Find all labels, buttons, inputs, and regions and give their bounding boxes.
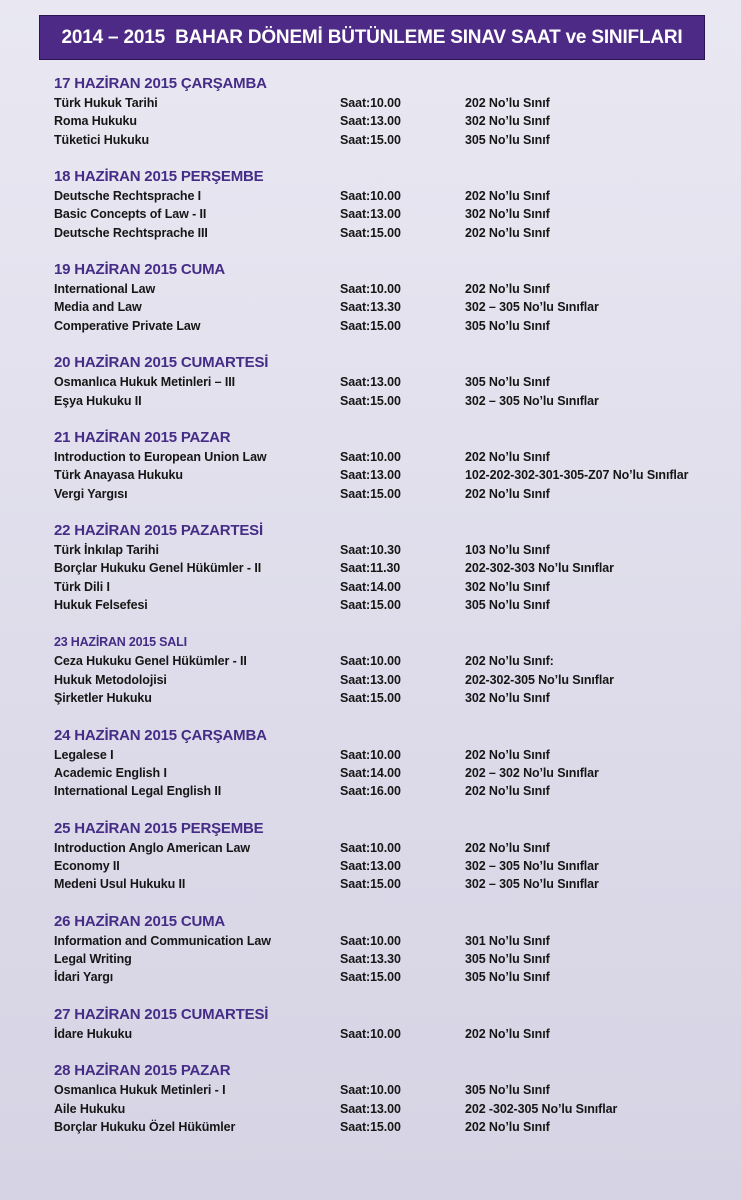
course-name: Deutsche Rechtsprache III bbox=[54, 225, 208, 240]
exam-row bbox=[54, 932, 704, 950]
course-name: Roma Hukuku bbox=[54, 114, 137, 129]
exam-room: 202-302-305 No’lu Sınıflar bbox=[465, 672, 614, 687]
course-name: Osmanlıca Hukuk Metinleri - I bbox=[54, 1083, 226, 1098]
day-heading: 18 HAZİRAN 2015 PERŞEMBE bbox=[54, 168, 264, 186]
exam-row bbox=[54, 317, 704, 335]
exam-room: 305 No’lu Sınıf bbox=[465, 318, 550, 333]
day-heading: 24 HAZİRAN 2015 ÇARŞAMBA bbox=[54, 726, 267, 744]
exam-row bbox=[54, 950, 704, 968]
day-block bbox=[54, 167, 704, 242]
exam-row bbox=[54, 187, 704, 205]
exam-room: 302 – 305 No’lu Sınıflar bbox=[465, 877, 599, 892]
exam-room: 202 No’lu Sınıf bbox=[465, 282, 550, 297]
day-block bbox=[54, 726, 704, 801]
day-heading: 22 HAZİRAN 2015 PAZARTESİ bbox=[54, 522, 263, 540]
exam-room: 202 No’lu Sınıf bbox=[465, 96, 550, 110]
exam-row bbox=[54, 671, 704, 689]
exam-time: Saat:14.00 bbox=[340, 579, 401, 594]
exam-room: 202 No’lu Sınıf bbox=[465, 189, 550, 204]
exam-row bbox=[54, 205, 704, 223]
course-name: Eşya Hukuku II bbox=[54, 393, 142, 408]
exam-room: 302 – 305 No’lu Sınıflar bbox=[465, 858, 599, 873]
exam-row bbox=[54, 857, 704, 875]
exam-schedule bbox=[54, 74, 704, 1136]
exam-time: Saat:13.00 bbox=[340, 114, 401, 129]
exam-time: Saat:13.00 bbox=[340, 672, 401, 687]
exam-row bbox=[54, 746, 704, 764]
course-name: Türk Anayasa Hukuku bbox=[54, 468, 183, 483]
day-block bbox=[54, 1061, 704, 1136]
day-heading: 26 HAZİRAN 2015 CUMA bbox=[54, 912, 226, 930]
exam-row bbox=[54, 689, 704, 707]
exam-time: Saat:15.00 bbox=[340, 1119, 401, 1134]
exam-room: 302 No’lu Sınıf bbox=[465, 114, 550, 129]
course-name: Academic English I bbox=[54, 765, 167, 780]
exam-row bbox=[54, 485, 704, 503]
exam-time: Saat:10.00 bbox=[340, 654, 401, 669]
day-heading: 17 HAZİRAN 2015 ÇARŞAMBA bbox=[54, 75, 267, 92]
exam-room: 202 – 302 No’lu Sınıflar bbox=[465, 765, 599, 780]
exam-row bbox=[54, 373, 704, 391]
course-name: Borçlar Hukuku Genel Hükümler - II bbox=[54, 561, 262, 576]
exam-room: 202 No’lu Sınıf bbox=[465, 747, 550, 762]
exam-room: 302 – 305 No’lu Sınıflar bbox=[465, 300, 599, 315]
exam-time: Saat:15.00 bbox=[340, 597, 401, 612]
exam-room: 302 No’lu Sınıf bbox=[465, 207, 550, 222]
course-name: Aile Hukuku bbox=[54, 1101, 126, 1116]
exam-row bbox=[54, 112, 704, 130]
course-name: Ceza Hukuku Genel Hükümler - II bbox=[54, 654, 247, 669]
day-block bbox=[54, 521, 704, 614]
title-banner bbox=[39, 15, 705, 60]
page-title: 2014 – 2015 BAHAR DÖNEMİ BÜTÜNLEME SINAV SAAT ve SINIFLARI bbox=[61, 26, 683, 48]
exam-room: 102-202-302-301-305-Z07 No’lu Sınıflar bbox=[465, 468, 689, 483]
day-block bbox=[54, 1005, 704, 1043]
course-name: Osmanlıca Hukuk Metinleri – III bbox=[54, 375, 235, 390]
course-name: Hukuk Felsefesi bbox=[54, 597, 148, 612]
course-name: İdare Hukuku bbox=[54, 1026, 132, 1041]
exam-room: 202 No’lu Sınıf: bbox=[465, 654, 554, 669]
day-heading: 23 HAZİRAN 2015 SALI bbox=[54, 635, 187, 650]
exam-row bbox=[54, 1100, 704, 1118]
exam-row bbox=[54, 1025, 704, 1043]
course-name: Legalese I bbox=[54, 747, 114, 762]
exam-row bbox=[54, 392, 704, 410]
exam-time: Saat:15.00 bbox=[340, 318, 401, 333]
exam-row bbox=[54, 298, 704, 316]
course-name: İdari Yargı bbox=[54, 970, 114, 985]
day-block bbox=[54, 632, 704, 707]
course-name: Basic Concepts of Law - II bbox=[54, 207, 207, 222]
exam-room: 202 No’lu Sınıf bbox=[465, 486, 550, 501]
exam-row bbox=[54, 466, 704, 484]
exam-time: Saat:10.00 bbox=[340, 189, 401, 204]
exam-row bbox=[54, 448, 704, 466]
course-name: Economy II bbox=[54, 858, 120, 873]
exam-room: 202 No’lu Sınıf bbox=[465, 1026, 550, 1041]
exam-time: Saat:10.00 bbox=[340, 933, 401, 948]
exam-row bbox=[54, 541, 704, 559]
exam-room: 305 No’lu Sınıf bbox=[465, 132, 550, 147]
exam-row bbox=[54, 652, 704, 670]
exam-time: Saat:15.00 bbox=[340, 486, 401, 501]
course-name: International Law bbox=[54, 282, 156, 297]
day-heading: 28 HAZİRAN 2015 PAZAR bbox=[54, 1062, 231, 1080]
exam-time: Saat:13.00 bbox=[340, 858, 401, 873]
course-name: Deutsche Rechtsprache I bbox=[54, 189, 202, 204]
exam-room: 305 No’lu Sınıf bbox=[465, 1083, 550, 1098]
exam-room: 305 No’lu Sınıf bbox=[465, 597, 550, 612]
exam-row bbox=[54, 1118, 704, 1136]
exam-time: Saat:10.00 bbox=[340, 450, 401, 465]
exam-room: 202 -302-305 No’lu Sınıflar bbox=[465, 1101, 618, 1116]
day-heading: 25 HAZİRAN 2015 PERŞEMBE bbox=[54, 819, 264, 837]
course-name: Hukuk Metodolojisi bbox=[54, 672, 167, 687]
day-heading: 27 HAZİRAN 2015 CUMARTESİ bbox=[54, 1005, 269, 1023]
course-name: Medeni Usul Hukuku II bbox=[54, 877, 186, 892]
exam-row bbox=[54, 875, 704, 893]
exam-time: Saat:10.30 bbox=[340, 543, 401, 558]
course-name: Türk İnkılap Tarihi bbox=[54, 543, 159, 558]
day-block bbox=[54, 353, 704, 410]
course-name: Türk Hukuk Tarihi bbox=[54, 96, 158, 110]
exam-time: Saat:11.30 bbox=[340, 561, 401, 576]
exam-time: Saat:16.00 bbox=[340, 784, 401, 799]
exam-row bbox=[54, 596, 704, 614]
course-name: Türk Dili I bbox=[54, 579, 110, 594]
exam-room: 202 No’lu Sınıf bbox=[465, 225, 550, 240]
course-name: Şirketler Hukuku bbox=[54, 691, 152, 706]
exam-room: 305 No’lu Sınıf bbox=[465, 952, 550, 966]
exam-time: Saat:10.00 bbox=[340, 747, 401, 762]
exam-row bbox=[54, 839, 704, 857]
exam-time: Saat:10.00 bbox=[340, 1026, 401, 1041]
exam-room: 302 No’lu Sınıf bbox=[465, 579, 550, 594]
exam-room: 202 No’lu Sınıf bbox=[465, 450, 550, 465]
exam-time: Saat:15.00 bbox=[340, 877, 401, 892]
course-name: Information and Communication Law bbox=[54, 933, 271, 948]
exam-row bbox=[54, 94, 704, 112]
course-name: Legal Writing bbox=[54, 952, 132, 966]
exam-room: 202-302-303 No’lu Sınıflar bbox=[465, 561, 614, 576]
exam-time: Saat:10.00 bbox=[340, 282, 401, 297]
exam-time: Saat:15.00 bbox=[340, 225, 401, 240]
exam-row bbox=[54, 1081, 704, 1099]
exam-time: Saat:10.00 bbox=[340, 840, 401, 855]
exam-time: Saat:13.00 bbox=[340, 207, 401, 222]
course-name: Tüketici Hukuku bbox=[54, 132, 150, 147]
exam-room: 302 No’lu Sınıf bbox=[465, 691, 550, 706]
day-block bbox=[54, 912, 704, 987]
course-name: International Legal English II bbox=[54, 784, 222, 799]
exam-room: 103 No’lu Sınıf bbox=[465, 543, 550, 558]
course-name: Introduction Anglo American Law bbox=[54, 840, 250, 855]
day-block bbox=[54, 428, 704, 503]
exam-row bbox=[54, 578, 704, 596]
exam-time: Saat:13.00 bbox=[340, 375, 401, 390]
exam-room: 301 No’lu Sınıf bbox=[465, 933, 550, 948]
exam-row bbox=[54, 782, 704, 800]
exam-time: Saat:10.00 bbox=[340, 96, 401, 110]
exam-room: 305 No’lu Sınıf bbox=[465, 970, 550, 985]
exam-row bbox=[54, 280, 704, 298]
exam-time: Saat:13.00 bbox=[340, 468, 401, 483]
day-heading: 21 HAZİRAN 2015 PAZAR bbox=[54, 429, 231, 447]
exam-row bbox=[54, 559, 704, 577]
course-name: Comperative Private Law bbox=[54, 318, 201, 333]
exam-row bbox=[54, 131, 704, 149]
exam-room: 202 No’lu Sınıf bbox=[465, 840, 550, 855]
day-heading: 20 HAZİRAN 2015 CUMARTESİ bbox=[54, 354, 269, 372]
exam-room: 305 No’lu Sınıf bbox=[465, 375, 550, 390]
day-block bbox=[54, 819, 704, 894]
course-name: Media and Law bbox=[54, 300, 142, 315]
exam-row bbox=[54, 224, 704, 242]
course-name: Vergi Yargısı bbox=[54, 486, 128, 501]
exam-time: Saat:10.00 bbox=[340, 1083, 401, 1098]
exam-room: 302 – 305 No’lu Sınıflar bbox=[465, 393, 599, 408]
day-block bbox=[54, 74, 704, 149]
exam-time: Saat:13.30 bbox=[340, 952, 401, 966]
exam-time: Saat:13.00 bbox=[340, 1101, 401, 1116]
day-heading: 19 HAZİRAN 2015 CUMA bbox=[54, 261, 226, 279]
exam-time: Saat:14.00 bbox=[340, 765, 401, 780]
exam-time: Saat:13.30 bbox=[340, 300, 401, 315]
exam-row bbox=[54, 764, 704, 782]
exam-time: Saat:15.00 bbox=[340, 393, 401, 408]
exam-time: Saat:15.00 bbox=[340, 970, 401, 985]
exam-room: 202 No’lu Sınıf bbox=[465, 1119, 550, 1134]
exam-room: 202 No’lu Sınıf bbox=[465, 784, 550, 799]
course-name: Introduction to European Union Law bbox=[54, 450, 267, 465]
day-block bbox=[54, 260, 704, 335]
exam-time: Saat:15.00 bbox=[340, 132, 401, 147]
course-name: Borçlar Hukuku Özel Hükümler bbox=[54, 1119, 236, 1134]
exam-time: Saat:15.00 bbox=[340, 691, 401, 706]
exam-row bbox=[54, 968, 704, 986]
